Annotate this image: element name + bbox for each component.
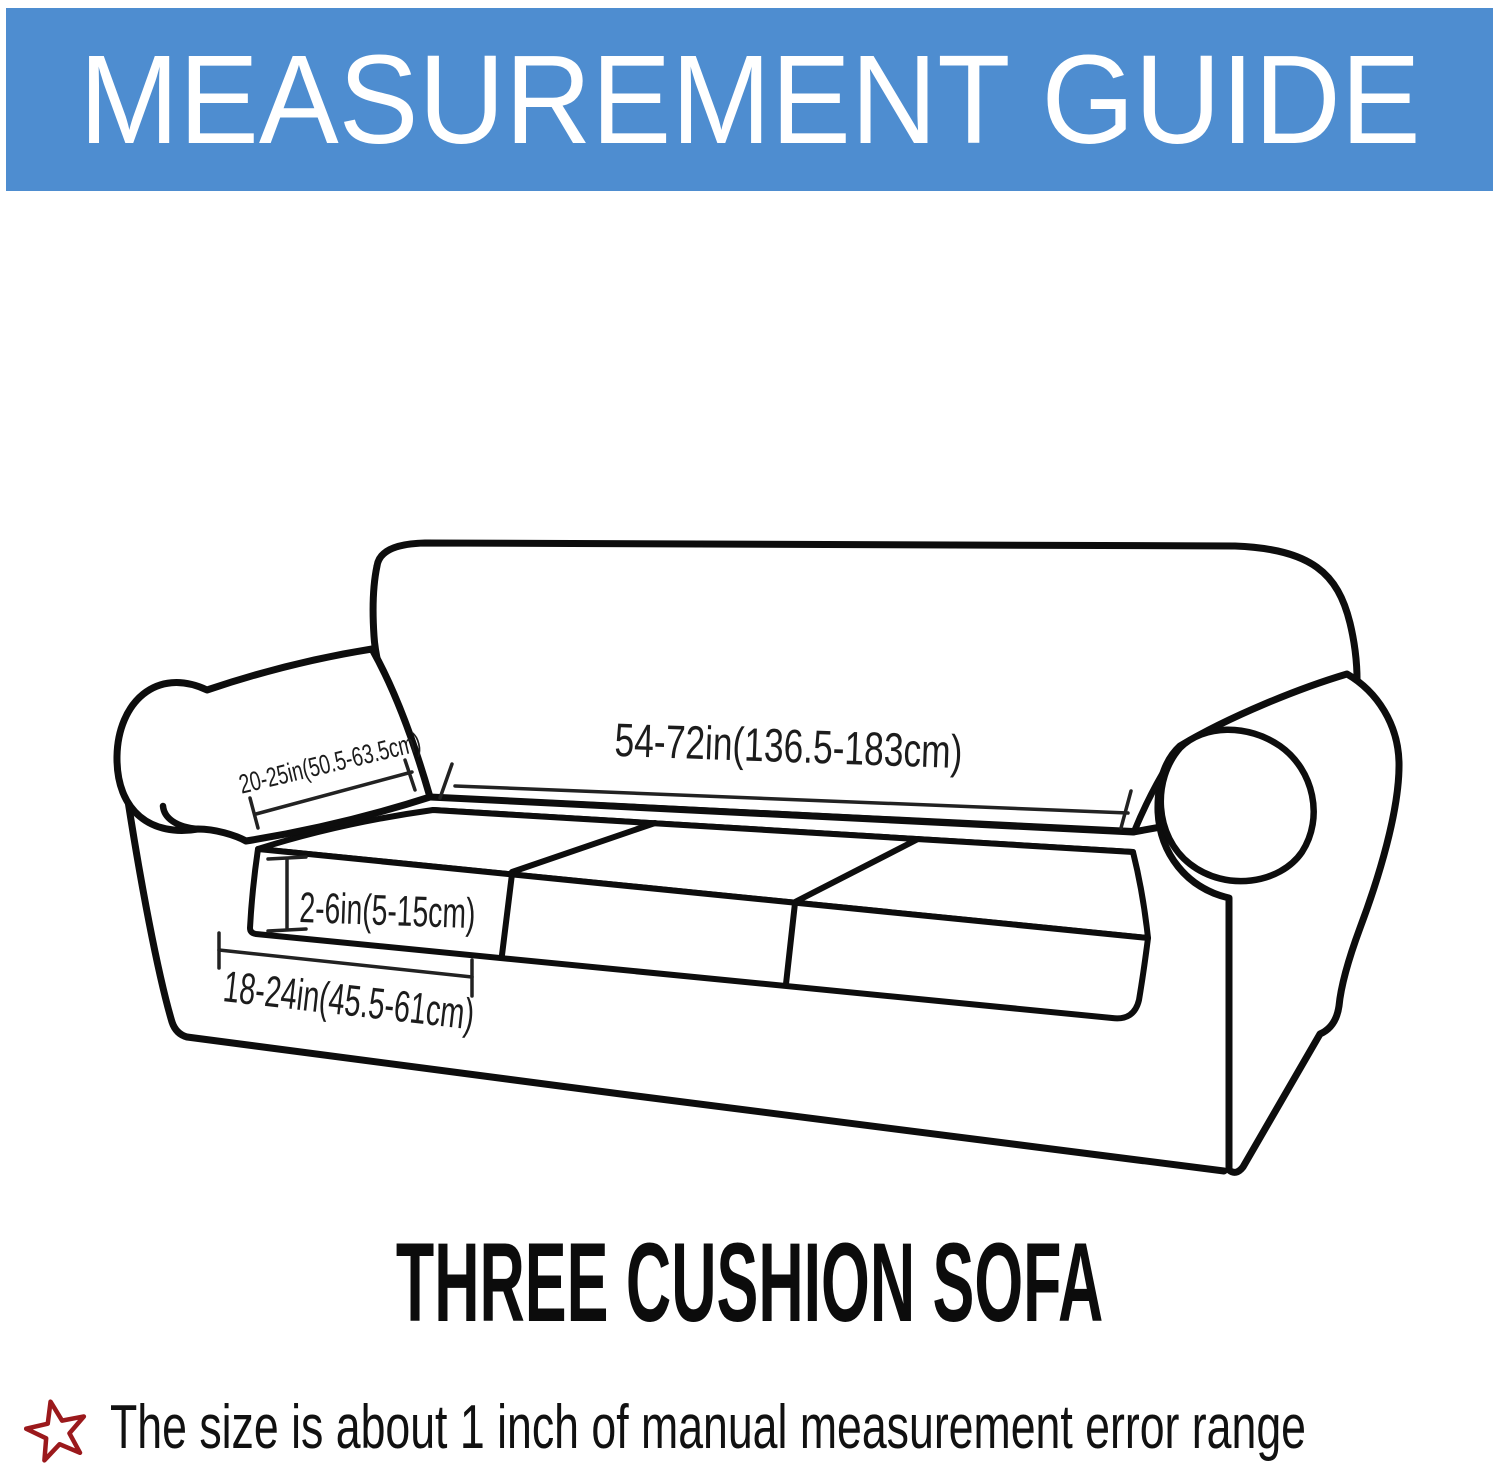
arm-depth-label: 20-25in(50.5-63.5cm) bbox=[235, 710, 494, 800]
cushion-width-label: 18-24in(45.5-61cm) bbox=[220, 962, 608, 1055]
sofa-bottom-edge bbox=[187, 1037, 1224, 1171]
footnote bbox=[24, 1392, 1500, 1464]
star-icon bbox=[24, 1398, 92, 1464]
cushion-thickness-label: 2-6in(5-15cm) bbox=[298, 884, 568, 942]
diagram-caption-text: THREE CUSHION SOFA bbox=[396, 1220, 1104, 1345]
back-width-label: 54-72in(136.5-183cm) bbox=[613, 712, 1078, 783]
right-arm-scroll bbox=[1161, 730, 1314, 881]
diagram-caption bbox=[0, 1218, 1500, 1347]
page-title: MEASUREMENT GUIDE bbox=[78, 29, 1421, 170]
thickness-bar-top bbox=[268, 857, 306, 859]
footnote-text: The size is about 1 inch of manual measurement error range bbox=[110, 1393, 1306, 1462]
